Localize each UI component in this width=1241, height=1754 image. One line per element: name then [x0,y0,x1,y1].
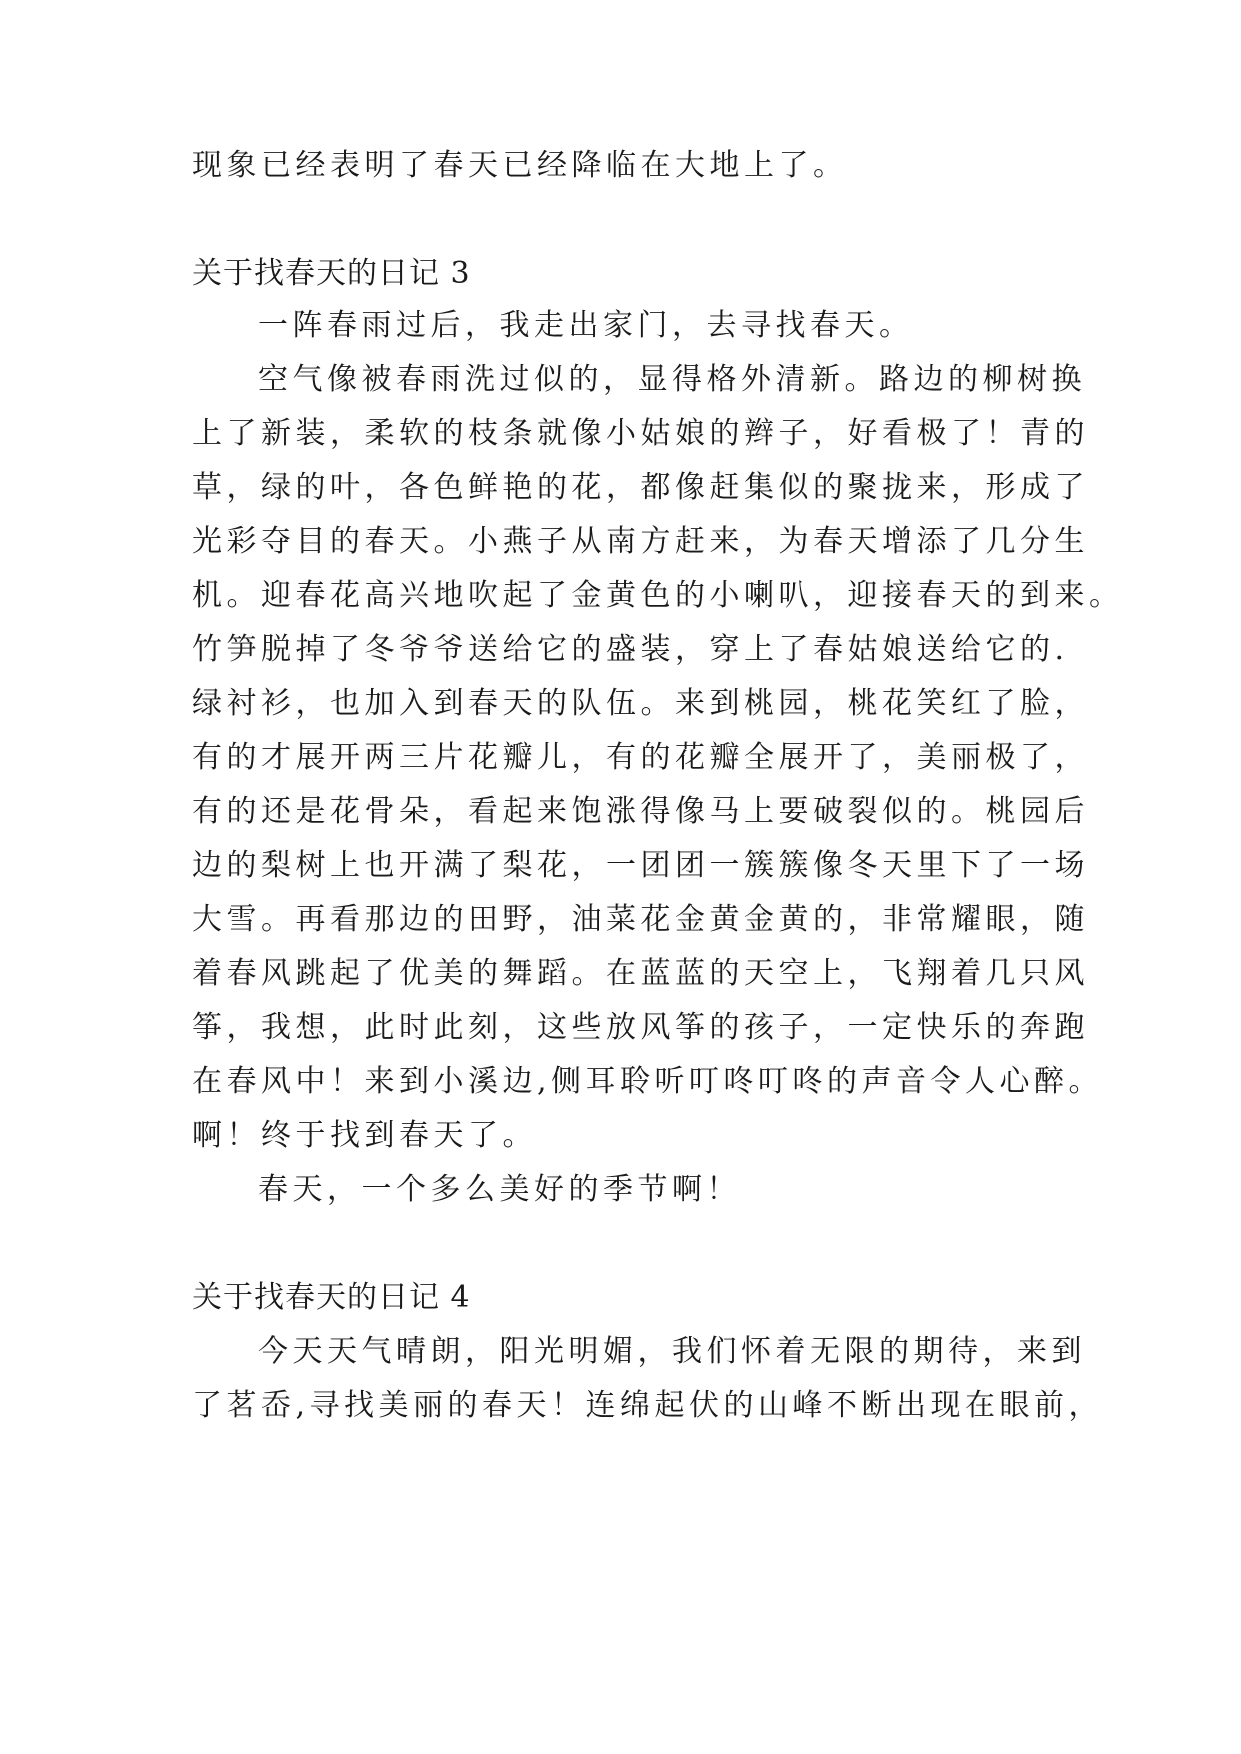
diary3-line-1: 一阵春雨过后，我走出家门，去寻找春天。 [258,308,914,343]
diary3-line-6: 机。迎春花高兴地吹起了金黄色的小喇叭，迎接春天的到来。 [192,578,1124,613]
diary3-line-14: 筝，我想，此时此刻，这些放风筝的孩子，一定快乐的奔跑 [192,1010,1089,1045]
diary3-line-5: 光彩夺目的春天。小燕子从南方赶来，为春天增添了几分生 [192,524,1089,559]
diary3-line-8: 绿衬衫，也加入到春天的队伍。来到桃园，桃花笑红了脸， [192,686,1089,721]
diary3-line-4: 草，绿的叶，各色鲜艳的花，都像赶集似的聚拢来，形成了 [192,470,1089,505]
diary4-line-2: 了茗岙,寻找美丽的春天！连绵起伏的山峰不断出现在眼前， [192,1388,1104,1423]
diary4-title: 关于找春天的日记 4 [192,1280,471,1315]
diary4-line-1: 今天天气晴朗，阳光明媚，我们怀着无限的期待，来到 [258,1334,1086,1369]
diary3-line-7: 竹笋脱掉了冬爷爷送给它的盛装，穿上了春姑娘送给它的. [192,632,1069,667]
diary3-line-12: 大雪。再看那边的田野，油菜花金黄金黄的，非常耀眼，随 [192,902,1089,937]
diary3-line-10: 有的还是花骨朵，看起来饱涨得像马上要破裂似的。桃园后 [192,794,1089,829]
diary3-line-16: 啊！终于找到春天了。 [192,1118,537,1153]
diary3-line-15: 在春风中！来到小溪边,侧耳聆听叮咚叮咚的声音令人心醉。 [192,1064,1104,1099]
diary3-line-17: 春天，一个多么美好的季节啊！ [258,1172,741,1207]
diary3-line-13: 着春风跳起了优美的舞蹈。在蓝蓝的天空上，飞翔着几只风 [192,956,1089,991]
diary3-line-3: 上了新装，柔软的枝条就像小姑娘的辫子，好看极了！青的 [192,416,1089,451]
diary3-title: 关于找春天的日记 3 [192,256,471,291]
intro-tail-line: 现象已经表明了春天已经降临在大地上了。 [192,148,848,183]
diary3-line-11: 边的梨树上也开满了梨花，一团团一簇簇像冬天里下了一场 [192,848,1089,883]
diary3-line-2: 空气像被春雨洗过似的，显得格外清新。路边的柳树换 [258,362,1086,397]
diary3-line-9: 有的才展开两三片花瓣儿，有的花瓣全展开了，美丽极了， [192,740,1089,775]
